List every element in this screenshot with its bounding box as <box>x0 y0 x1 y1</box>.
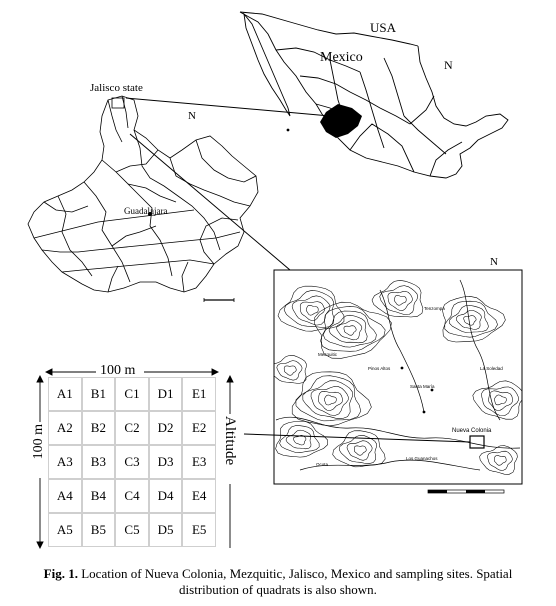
quadrat-cell: C4 <box>115 479 149 513</box>
quadrat-cell: D4 <box>149 479 183 513</box>
quadrat-cell: B2 <box>82 411 116 445</box>
quadrat-cell: B4 <box>82 479 116 513</box>
quadrat-grid <box>48 377 216 547</box>
caption-line-2: distribution of quadrats is also shown. <box>179 582 377 597</box>
quadrat-cell: B5 <box>82 513 116 547</box>
label-mexico: Mexico <box>320 50 363 65</box>
place-los-guanachos: Los Guanachos <box>406 456 438 461</box>
quadrat-cell: D5 <box>149 513 183 547</box>
place-pinos-altos: Pinos Altos <box>368 366 391 371</box>
figure-caption <box>0 566 556 598</box>
label-guadalajara: Guadalajara <box>124 206 168 216</box>
place-la-soledad: La Soledad <box>480 366 503 371</box>
label-usa: USA <box>370 20 397 35</box>
north-arrow-top: N <box>444 58 453 72</box>
caption-line-1: Location of Nueva Colonia, Mezquitic, Jalisco, Mexico and sampling sites. Spatial <box>77 566 513 581</box>
dimension-vertical-label: 100 m <box>31 424 46 460</box>
figure-label: Fig. 1. <box>43 566 78 581</box>
quadrat-cell: A1 <box>48 377 82 411</box>
quadrat-cell: C5 <box>115 513 149 547</box>
quadrat-cell: E3 <box>182 445 216 479</box>
place-tenzompa: Tenzompa <box>424 306 445 311</box>
quadrat-cell: D2 <box>149 411 183 445</box>
quadrat-cell: A5 <box>48 513 82 547</box>
quadrat-cell: B1 <box>82 377 116 411</box>
quadrat-cell: A4 <box>48 479 82 513</box>
quadrat-cell: C2 <box>115 411 149 445</box>
place-ocota: Ocota <box>316 462 329 467</box>
place-santa-maria: Santa María <box>410 384 435 389</box>
quadrat-cell: C1 <box>115 377 149 411</box>
altitude-label: Altitude <box>222 416 238 466</box>
place-mezquitic: Mezquitic <box>318 352 338 357</box>
dimension-horizontal-label: 100 m <box>100 363 136 378</box>
quadrat-cell: A2 <box>48 411 82 445</box>
label-jalisco-state: Jalisco state <box>90 82 143 94</box>
quadrat-cell: D1 <box>149 377 183 411</box>
place-nueva-colonia: Nueva Colonia <box>452 428 492 434</box>
quadrat-cell: E5 <box>182 513 216 547</box>
north-arrow-jalisco: N <box>188 110 196 122</box>
quadrat-cell: B3 <box>82 445 116 479</box>
quadrat-cell: D3 <box>149 445 183 479</box>
quadrat-cell: C3 <box>115 445 149 479</box>
quadrat-cell: E2 <box>182 411 216 445</box>
quadrat-cell: E1 <box>182 377 216 411</box>
quadrat-cell: A3 <box>48 445 82 479</box>
north-arrow-detail: N <box>490 256 498 268</box>
quadrat-cell: E4 <box>182 479 216 513</box>
